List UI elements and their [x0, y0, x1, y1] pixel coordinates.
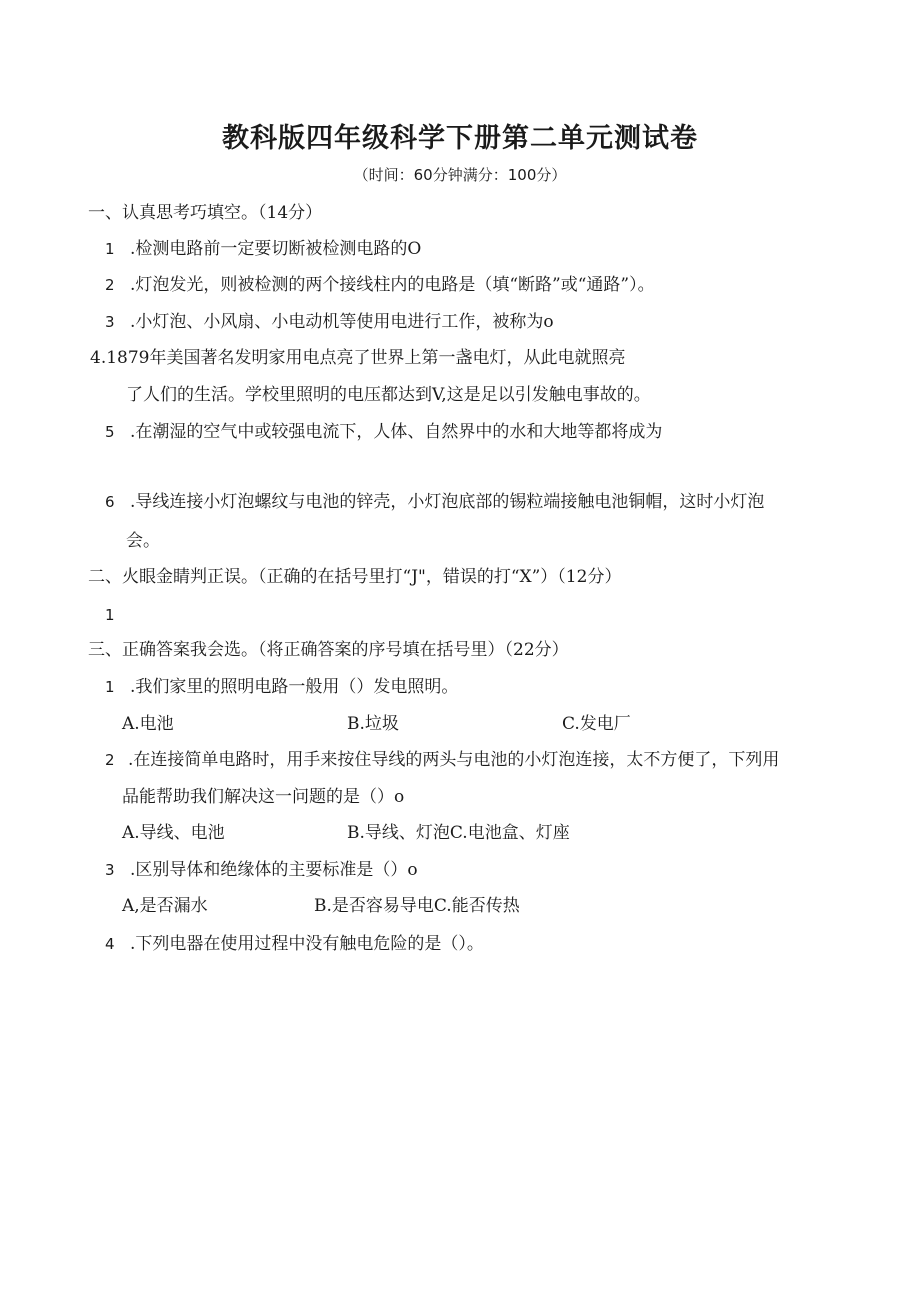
s3-q2-line2: 品能帮助我们解决这一问题的是（）o [122, 787, 405, 807]
s3-q2-text: .在连接简单电路时，用手来按住导线的两头与电池的小灯泡连接，太不方便了，下列用 [127, 750, 780, 770]
s3-q1-option-a: A.电池 [122, 714, 174, 734]
s3-q3-text: .区别导体和绝缘体的主要标准是（）o [129, 860, 418, 880]
s1-q1-text: .检测电路前一定要切断被检测电路的O [129, 239, 422, 259]
s1-q5-number: 5 [105, 423, 115, 441]
exam-subtitle: （时间：60分钟满分：100分） [353, 166, 567, 184]
s3-q2-option-bc: B.导线、灯泡C.电池盒、灯座 [347, 823, 570, 843]
section2-heading: 二、火眼金睛判正误。（正确的在括号里打“J"，错误的打“X”）（12分） [88, 567, 622, 587]
s3-question-2 [105, 748, 779, 772]
s3-q1-number: 1 [105, 678, 115, 696]
s3-q3-option-bc: B.是否容易导电C.能否传热 [314, 896, 520, 916]
s3-q2-number: 2 [105, 751, 115, 769]
s3-question-4 [105, 932, 484, 956]
s1-q4-line2: 了人们的生活。学校里照明的电压都达到V,这是足以引发触电事故的。 [126, 385, 651, 405]
s1-q4-line1: 4.1879年美国著名发明家用电点亮了世界上第一盏电灯，从此电就照亮 [90, 348, 626, 368]
s3-q1-option-c: C.发电厂 [562, 714, 631, 734]
s1-question-6 [105, 490, 764, 514]
s3-q2-option-a: A.导线、电池 [122, 823, 225, 843]
s2-question-1 [105, 603, 115, 627]
s1-q2-text: .灯泡发光，则被检测的两个接线柱内的电路是（填“断路”或“通路”）。 [129, 275, 655, 295]
s1-q6-number: 6 [105, 493, 115, 511]
exam-title: 教科版四年级科学下册第二单元测试卷 [222, 123, 698, 154]
s3-q4-text: .下列电器在使用过程中没有触电危险的是（）。 [129, 934, 484, 954]
s3-q3-number: 3 [105, 861, 115, 879]
s2-q1-number: 1 [105, 606, 115, 624]
s1-q5-text: .在潮湿的空气中或较强电流下，人体、自然界中的水和大地等都将成为 [129, 422, 663, 442]
s1-q6-line2: 会。 [126, 531, 160, 551]
s3-q1-text: .我们家里的照明电路一般用（）发电照明。 [129, 677, 459, 697]
s3-q3-option-a: A,是否漏水 [122, 896, 208, 916]
s1-q6-text: .导线连接小灯泡螺纹与电池的锌壳，小灯泡底部的锡粒端接触电池铜帽，这时小灯泡 [129, 492, 765, 512]
s3-q1-option-b: B.垃圾 [347, 714, 399, 734]
s1-q3-text: .小灯泡、小风扇、小电动机等使用电进行工作，被称为o [129, 312, 554, 332]
s1-question-2 [105, 273, 655, 297]
s3-question-3 [105, 858, 418, 882]
section1-heading: 一、认真思考巧填空。（14分） [88, 203, 323, 223]
s3-question-1 [105, 675, 458, 699]
s1-question-5 [105, 420, 662, 444]
s1-q2-number: 2 [105, 276, 115, 294]
s1-q1-number: 1 [105, 240, 115, 258]
section3-heading: 三、正确答案我会选。（将正确答案的序号填在括号里）（22分） [88, 640, 569, 660]
s1-question-1 [105, 237, 421, 261]
s1-question-3 [105, 310, 554, 334]
s1-q3-number: 3 [105, 313, 115, 331]
s3-q4-number: 4 [105, 935, 115, 953]
